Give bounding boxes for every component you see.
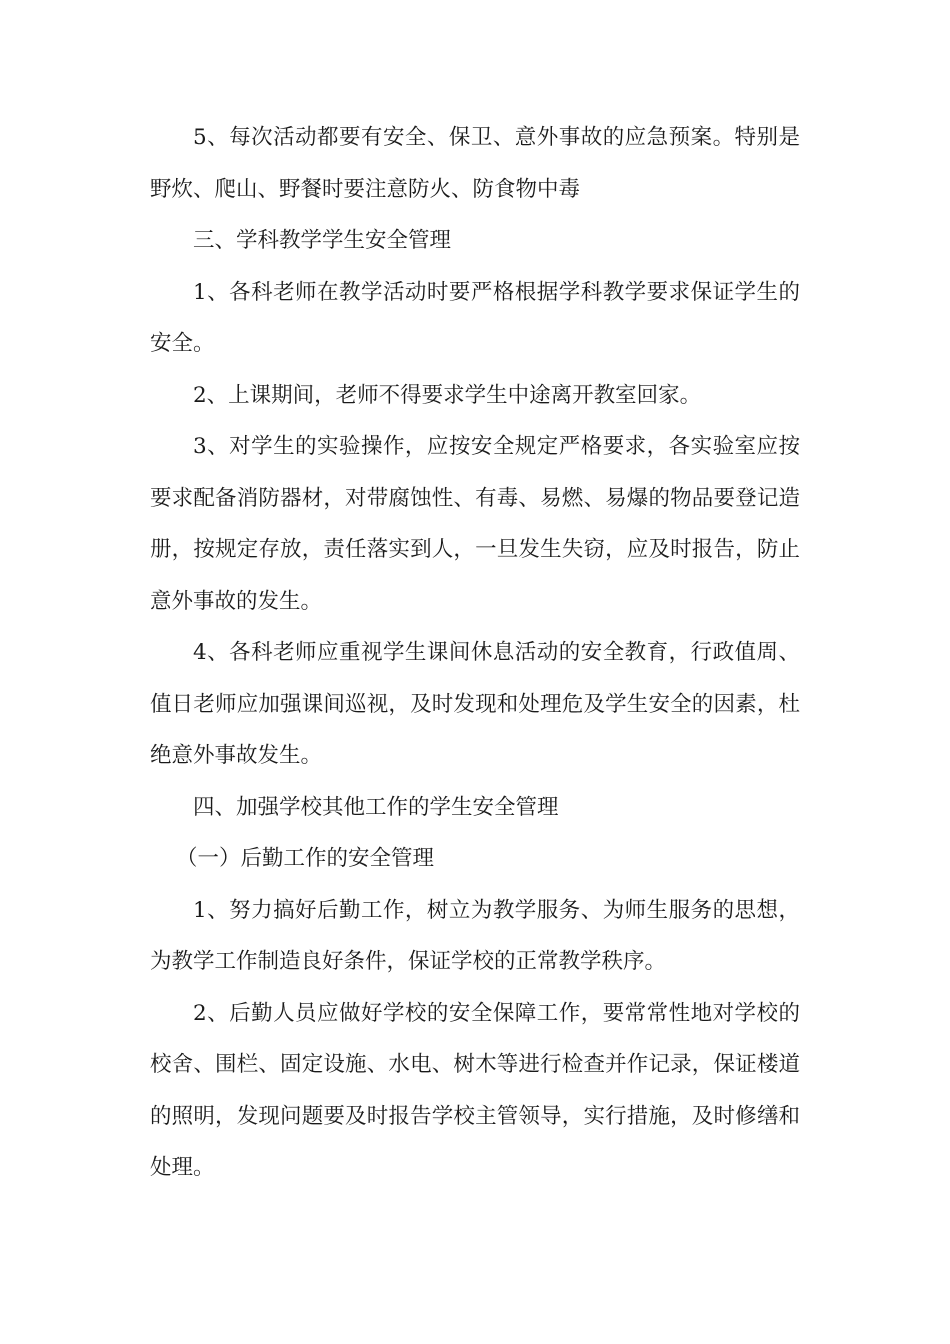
paragraph-item-1-teachers: 1、各科老师在教学活动时要严格根据学科教学要求保证学生的安全。 (150, 279, 800, 356)
paragraph-item-2-class-time: 2、上课期间，老师不得要求学生中途离开教室回家。 (193, 382, 702, 408)
section-heading-subject-teaching: 三、学科教学学生安全管理 (193, 228, 452, 253)
document-page (150, 112, 800, 1194)
paragraph-item-5-activities: 5、每次活动都要有安全、保卫、意外事故的应急预案。特别是野炊、爬山、野餐时要注意防火、防食物中毒 (150, 125, 800, 202)
paragraph-item-2-maintenance: 2、后勤人员应做好学校的安全保障工作，要常常性地对学校的校舍、围栏、固定设施、水电、树木等进行检查并作记录，保证楼道的照明，发现问题要及时报告学校主管领导，实行措施，及时修缮和处理。 (150, 1000, 800, 1180)
subsection-heading-logistics: （一）后勤工作的安全管理 (176, 846, 435, 871)
paragraph-item-4-break-safety: 4、各科老师应重视学生课间休息活动的安全教育，行政值周、值日老师应加强课间巡视，及时发现和处理危及学生安全的因素，杜绝意外事故发生。 (150, 640, 800, 768)
paragraph-item-1-logistics: 1、努力搞好后勤工作，树立为教学服务、为师生服务的思想，为教学工作制造良好条件，保证学校的正常教学秩序。 (150, 897, 800, 974)
section-heading-other-work: 四、加强学校其他工作的学生安全管理 (193, 794, 559, 820)
paragraph-item-3-experiments: 3、对学生的实验操作，应按安全规定严格要求，各实验室应按要求配备消防器材，对带腐蚀性、有毒、易燃、易爆的物品要登记造册，按规定存放，责任落实到人，一旦发生失窃，应及时报告，防止意外事故的发生。 (150, 434, 800, 614)
